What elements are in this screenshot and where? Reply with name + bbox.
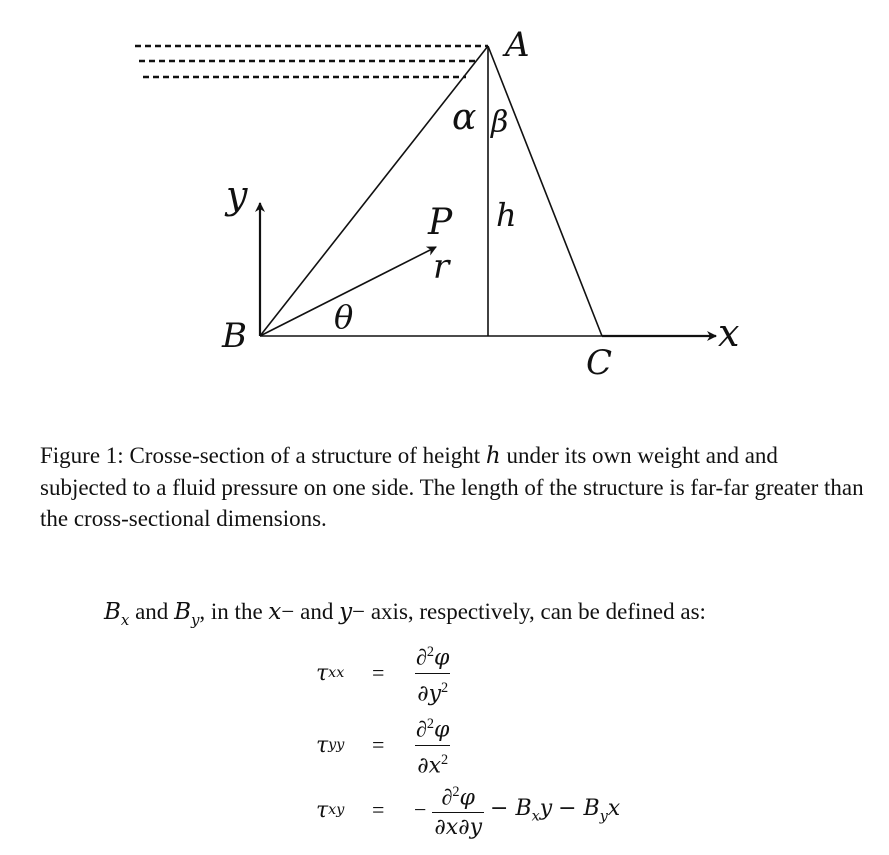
figure-caption xyxy=(40,440,865,534)
eq1-num: ∂ xyxy=(416,644,427,670)
eq3-tail1-sub: x xyxy=(531,808,540,825)
eq3-lhs: τ xyxy=(316,797,329,823)
label-a: A xyxy=(505,25,530,65)
intro-bx-sub: x xyxy=(120,610,130,629)
eq3-lhs-sub: xy xyxy=(328,801,345,818)
eq1-den-sup: 2 xyxy=(441,679,449,696)
intro-by: B xyxy=(174,599,191,625)
intro-y: y xyxy=(339,599,353,625)
eq3-tail2-var: x xyxy=(607,795,621,821)
intro-dash1: − xyxy=(281,599,295,624)
eq1-num-var: φ xyxy=(434,645,450,671)
eq3-neg: − xyxy=(414,797,427,822)
caption-text-2: under its own weight and and subjected to a fluid pressure on one side. The length of the structure is far-far greater than the cross-sectional dimensions. xyxy=(40,443,864,531)
caption-prefix: Figure 1: xyxy=(40,443,124,468)
intro-t1: , in the xyxy=(199,599,263,624)
eq2-num: ∂ xyxy=(416,716,427,742)
eq1-fraction xyxy=(414,639,451,707)
label-theta: θ xyxy=(334,298,354,336)
label-beta: β xyxy=(491,105,509,140)
intro-bx: B xyxy=(104,599,121,625)
side-ac xyxy=(488,46,602,336)
eq3-tail1-var: y xyxy=(539,795,553,821)
label-r: r xyxy=(433,247,450,287)
label-x-axis: x xyxy=(718,311,740,355)
label-h: h xyxy=(496,196,517,234)
equation-tau-yy xyxy=(0,715,889,778)
eq3-num-var: φ xyxy=(459,785,475,811)
label-b: B xyxy=(222,316,247,356)
eq3-tail2-sub: y xyxy=(599,808,608,825)
body-force-intro xyxy=(104,597,706,636)
eq2-equals: = xyxy=(372,732,385,757)
eq2-num-var: φ xyxy=(434,717,450,743)
intro-t2: and xyxy=(300,599,334,624)
intro-t3: axis, respectively, can be defined as: xyxy=(370,599,706,624)
eq3-tail1: − B xyxy=(490,795,532,821)
eq1-lhs-sub: xx xyxy=(328,664,345,681)
caption-text-1: Crosse-section of a structure of height xyxy=(129,443,481,468)
label-p: P xyxy=(428,202,453,243)
eq2-den-sup: 2 xyxy=(441,751,449,768)
eq1-equals: = xyxy=(372,660,385,685)
intro-dash2: − xyxy=(352,599,366,624)
eq3-equals: = xyxy=(372,797,385,822)
eq3-den: ∂x∂y xyxy=(434,815,483,841)
eq1-den: ∂y xyxy=(417,680,442,706)
eq3-fraction xyxy=(432,779,484,841)
intro-x: x xyxy=(268,599,282,625)
intro-by-sub: y xyxy=(190,610,200,629)
side-ab xyxy=(260,46,488,336)
label-c: C xyxy=(586,343,613,383)
structure-diagram xyxy=(0,0,889,420)
eq3-num-sup: 2 xyxy=(452,783,460,800)
eq1-lhs: τ xyxy=(316,660,329,686)
equation-tau-xx xyxy=(0,643,889,706)
eq2-lhs: τ xyxy=(316,732,329,758)
intro-and: and xyxy=(135,599,169,624)
caption-var-h: h xyxy=(485,443,501,469)
eq3-tail2: − B xyxy=(558,795,600,821)
label-alpha: α xyxy=(452,97,477,138)
eq2-fraction xyxy=(414,711,451,779)
eq1-num-sup: 2 xyxy=(426,644,435,661)
eq3-num: ∂ xyxy=(441,784,453,810)
eq2-den: ∂x xyxy=(417,752,442,778)
equation-tau-xy xyxy=(0,780,889,840)
eq2-lhs-sub: yy xyxy=(328,736,345,753)
label-y-axis: y xyxy=(226,173,248,217)
eq2-num-sup: 2 xyxy=(426,716,435,733)
